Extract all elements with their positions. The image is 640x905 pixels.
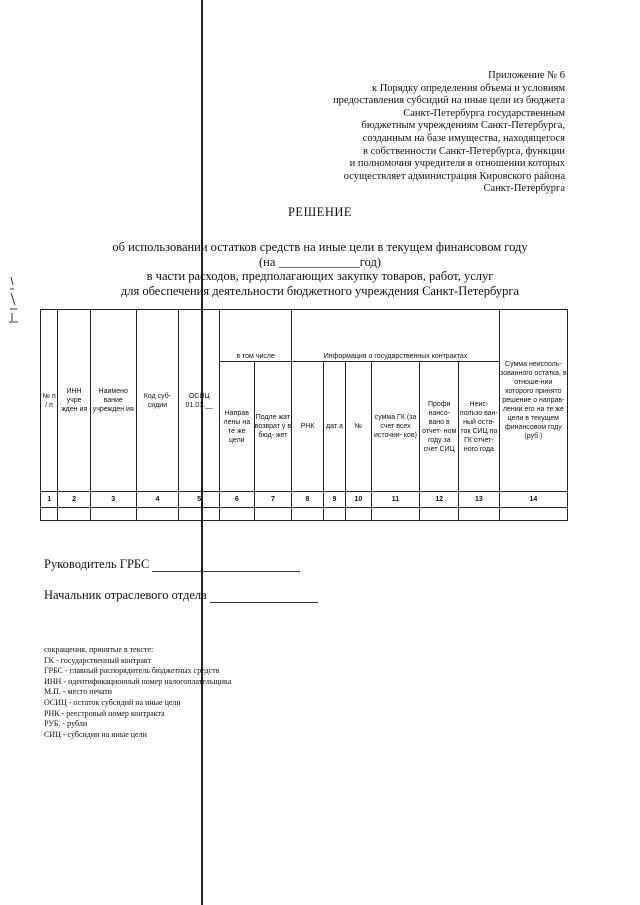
subtitle-line-4: для обеспечения деятельности бюджетного учреждения Санкт-Петербурга (120, 283, 520, 298)
signature-chief-label: Начальник отраслевого отдела (44, 588, 207, 602)
group-header-in-total: в том числе (220, 310, 292, 362)
signature-chief-line (210, 590, 318, 603)
subtitle-line-3: в части расходов, предполагающих закупку товаров, работ, услуг (146, 269, 494, 283)
col-number: 11 (371, 492, 420, 508)
col-number: 14 (499, 492, 567, 508)
document-subtitle (70, 240, 570, 298)
appendix-note (265, 70, 565, 196)
col-number: 7 (254, 492, 292, 508)
col-number: 10 (346, 492, 371, 508)
appendix-line: в собственности Санкт-Петербурга, функции (363, 145, 565, 157)
table-row-empty (41, 508, 568, 521)
abbreviation-line: сокращения, принятые в тексте: (44, 645, 154, 654)
document-title: РЕШЕНИЕ (287, 205, 353, 219)
signature-head-label: Руководитель ГРБС (44, 557, 150, 571)
col-header-4: Код суб- сидии (136, 310, 179, 492)
subtitle-line-2: (на _____________год) (258, 254, 381, 269)
col-number: 6 (220, 492, 255, 508)
col-header-6: Направ лены на те же цели (220, 362, 255, 492)
decision-table (40, 309, 568, 521)
col-header-9: дат а (323, 362, 345, 492)
col-header-14: Сумма неисполь- зованного остатка, в отноше-нии которого принято решение о направ- лении его на те же цели в текущем финансовом году (руб.) (499, 310, 567, 492)
col-header-1: № п / п (41, 310, 58, 492)
appendix-line: бюджетным учреждениям Санкт-Петербурга, (361, 120, 565, 132)
signature-chief (44, 588, 318, 603)
col-header-8: РНК (292, 362, 324, 492)
appendix-line: созданным на базе имущества, находящегося (362, 132, 565, 144)
col-number: 1 (41, 492, 58, 508)
abbreviations-list (44, 645, 231, 740)
col-header-7: Подле жат возврат у в бюд- жет (254, 362, 292, 492)
appendix-line: осуществляет администрация Кировского района (343, 170, 565, 182)
col-header-11: сумма ГК (за счет всех источни- ков) (371, 362, 420, 492)
col-number: 2 (58, 492, 91, 508)
col-header-5: ОСИЦ 01.01.__ (179, 310, 220, 492)
abbreviation-line: ГК - государственный контракт (44, 655, 152, 665)
margin-handwriting-mark (8, 275, 22, 325)
abbreviation-line: СИЦ - субсидии на иные цели (44, 729, 147, 739)
col-header-10: № (346, 362, 371, 492)
appendix-line: Санкт-Петербурга государственным (403, 107, 565, 119)
abbreviation-line: РНК - реестровый номер контракта (44, 708, 165, 718)
col-header-2: ИНН учре жден ия (58, 310, 91, 492)
col-number: 5 (179, 492, 220, 508)
subtitle-line-1: об использовании остатков средств на иные цели в текущем финансовом году (112, 240, 528, 254)
signature-head-line (152, 559, 300, 572)
col-number: 13 (459, 492, 500, 508)
col-number: 3 (90, 492, 136, 508)
abbreviation-line: РУБ. - рубли (44, 719, 88, 729)
col-number: 9 (323, 492, 345, 508)
abbreviation-line: ИНН - идентификационный номер налогоплательщика (44, 676, 232, 686)
signature-head (44, 557, 300, 572)
appendix-line: Приложение № 6 (488, 70, 565, 81)
col-number: 4 (136, 492, 179, 508)
col-header-12: Профи нансо- вано в отчет- ном году за счет СИЦ (420, 362, 459, 492)
abbreviation-line: ГРБС - главный распорядитель бюджетных средств (44, 666, 220, 676)
appendix-line: Санкт-Петербурга (483, 183, 565, 195)
col-header-3: Наимено вание учрежден ия (90, 310, 136, 492)
group-header-contracts: Информация о государственных контрактах (292, 310, 500, 362)
appendix-line: к Порядку определения объема и условиям (371, 82, 565, 94)
col-header-13: Неис- пользо ван- ный оста- ток СИЦ по ГК отчет- ного года (459, 362, 500, 492)
appendix-line: предоставления субсидий на иные цели из бюджета (333, 95, 565, 107)
col-number: 12 (420, 492, 459, 508)
abbreviation-line: М.П. - место печати (44, 687, 113, 697)
appendix-line: и полномочия учредителя в отношении которых (349, 158, 565, 170)
abbreviation-line: ОСИЦ - остаток субсидий на иные цели (44, 697, 181, 707)
col-number: 8 (292, 492, 324, 508)
